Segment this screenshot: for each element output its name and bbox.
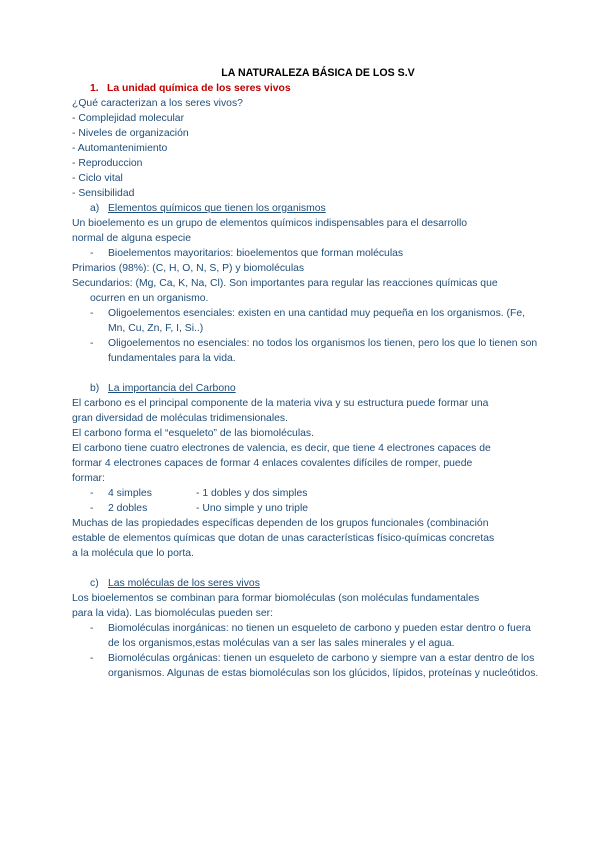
list-item-text: Bioelementos mayoritarios: bioelementos que forman moléculas [108, 248, 404, 259]
document-title: LA NATURALEZA BÁSICA DE LOS S.V [221, 67, 415, 79]
list-item [72, 306, 542, 336]
trait-item: - Complejidad molecular [72, 113, 185, 124]
list-item-text: Biomoléculas orgánicas: tienen un esqueleto de carbono y siempre van a estar dentro de los organismos. Algunas de estas biomoléculas son los glúcidos, lípidos, proteínas y nucleótidos. [108, 653, 539, 679]
trait-item: - Niveles de organización [72, 128, 189, 139]
paragraph-line: estable de elementos químicas que dotan de unas características físico-químicas concretas [72, 533, 495, 544]
bullet-dash: - [90, 623, 94, 634]
section-1-heading [72, 81, 542, 96]
bond-row [72, 486, 542, 501]
paragraph-line: formar: [72, 473, 105, 484]
paragraph-line: gran diversidad de moléculas tridimensionales. [72, 413, 289, 424]
list-item-text: Biomoléculas inorgánicas: no tienen un esqueleto de carbono y pueden estar dentro o fuera de los organismos,estas moléculas van a ser las sales minerales y el agua. [108, 623, 531, 649]
list-item-text: Oligoelementos no esenciales: no todos los organismos los tienen, pero los que lo tienen son fundamentales para la vida. [108, 338, 538, 364]
paragraph-line: Primarios (98%): (C, H, O, N, S, P) y biomoléculas [72, 263, 305, 274]
subsection-b-heading [72, 381, 542, 396]
bullet-dash: - [90, 488, 94, 499]
bullet-dash: - [90, 653, 94, 664]
paragraph-line: Muchas de las propiedades específicas dependen de los grupos funcionales (combinación [72, 518, 489, 529]
paragraph-line: ocurren en un organismo. [90, 293, 209, 304]
bond-right: - Uno simple y uno triple [196, 503, 309, 514]
section-1-number: 1. [90, 83, 99, 94]
bond-left: 4 simples [108, 488, 152, 499]
bond-left: 2 dobles [108, 503, 148, 514]
list-item [72, 651, 542, 681]
paragraph-line: El carbono tiene cuatro electrones de valencia, es decir, que tiene 4 electrones capaces de [72, 443, 491, 454]
list-item [72, 621, 542, 651]
subsection-a-heading [72, 201, 542, 216]
subsection-a-title: Elementos químicos que tienen los organismos [108, 203, 326, 214]
paragraph-line: Los bioelementos se combinan para formar biomoléculas (son moléculas fundamentales [72, 593, 480, 604]
subsection-c-letter: c) [90, 578, 99, 589]
paragraph-line: normal de alguna especie [72, 233, 191, 244]
section-1-heading-text: La unidad química de los seres vivos [107, 83, 291, 94]
list-item [72, 336, 542, 366]
bullet-dash: - [90, 503, 94, 514]
bullet-dash: - [90, 338, 94, 349]
bullet-dash: - [90, 308, 94, 319]
paragraph-line: a la molécula que lo porta. [72, 548, 194, 559]
bond-row [72, 501, 542, 516]
trait-item: - Ciclo vital [72, 173, 123, 184]
trait-item: - Sensibilidad [72, 188, 135, 199]
subsection-c-heading [72, 576, 542, 591]
trait-item: - Reproduccion [72, 158, 143, 169]
paragraph-line: para la vida). Las biomoléculas pueden ser: [72, 608, 274, 619]
document-page [72, 66, 542, 681]
subsection-c-title: Las moléculas de los seres vivos [108, 578, 260, 589]
subsection-a-letter: a) [90, 203, 100, 214]
spacer [72, 561, 542, 576]
subsection-b-letter: b) [90, 383, 100, 394]
list-item [72, 246, 542, 261]
paragraph-line: El carbono es el principal componente de la materia viva y su estructura puede formar una [72, 398, 489, 409]
subsection-b-title: La importancia del Carbono [108, 383, 236, 394]
paragraph-line: Secundarios: (Mg, Ca, K, Na, Cl). Son importantes para regular las reacciones químicas que [72, 278, 498, 289]
bond-right: - 1 dobles y dos simples [196, 488, 308, 499]
list-item-text: Oligoelementos esenciales: existen en una cantidad muy pequeña en los organismos. (Fe, Mn, Cu, Zn, F, I, Si..) [108, 308, 526, 334]
paragraph-line: El carbono forma el “esqueleto” de las biomoléculas. [72, 428, 314, 439]
paragraph-line: Un bioelemento es un grupo de elementos químicos indispensables para el desarrollo [72, 218, 468, 229]
spacer [72, 366, 542, 381]
trait-item: - Automantenimiento [72, 143, 168, 154]
question-text: ¿Qué caracterizan a los seres vivos? [72, 98, 243, 109]
bullet-dash: - [90, 248, 94, 259]
paragraph-line: formar 4 electrones capaces de formar 4 enlaces covalentes difíciles de romper, puede [72, 458, 473, 469]
